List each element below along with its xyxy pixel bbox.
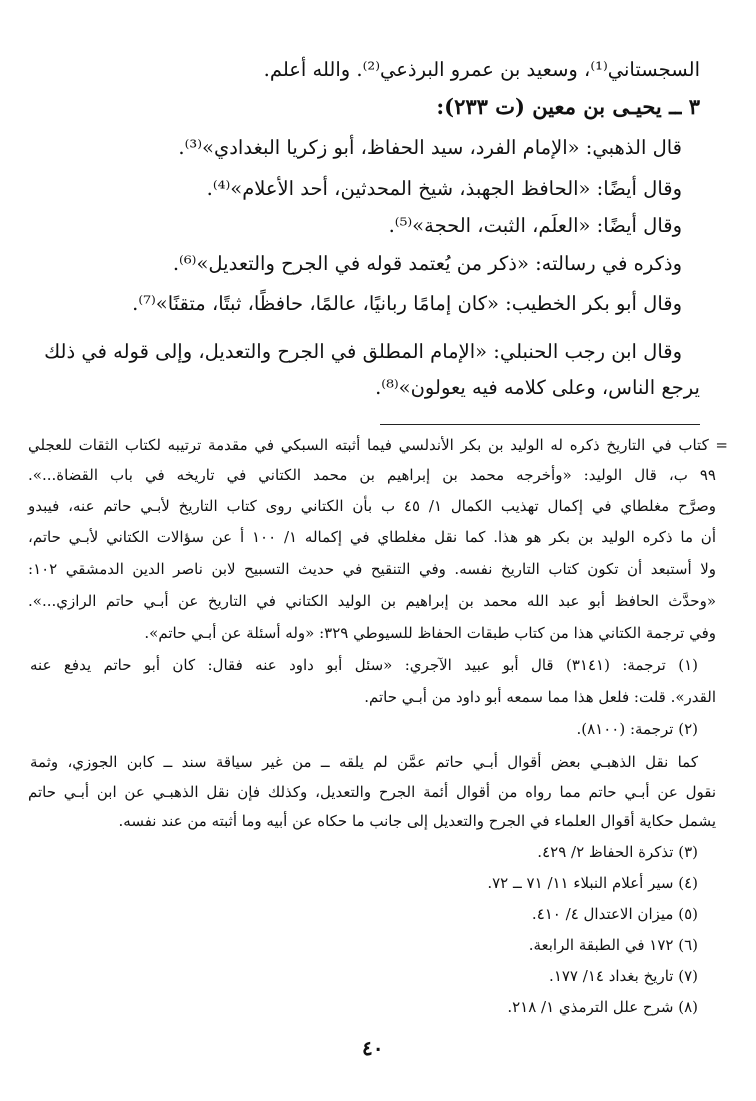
footnote-6: (٦) ١٧٢ في الطبقة الرابعة. [528, 936, 698, 954]
footnote-note: نقول عن أبـي حاتم مما رواه من أقوال أئمة الجرح والتعديل، وكذلك فإن نقل الذهبـي عن ابن أبـي حاتم [28, 783, 716, 801]
footnote-1-cont: القدر». قلت: فلعل هذا مما سمعه أبو داود من أبـي حاتم. [364, 688, 716, 706]
main-text-line: قال الذهبي: «الإمام الفرد، سيد الحفاظ، أبو زكريا البغدادي»⁽³⁾. [178, 136, 682, 159]
footnote-2: (٢) ترجمة: (٨١٠٠). [576, 720, 698, 738]
footnote-line: «وحدَّث الحافظ أبو عبد الله محمد بن إبراهيم بن الوليد الكتاني في التاريخ عن أبـي حاتم الرازي...». [28, 592, 716, 610]
main-text-line: وقال ابن رجب الحنبلي: «الإمام المطلق في الجرح والتعديل، وإلى قوله في ذلك [44, 340, 682, 363]
footnote-5: (٥) ميزان الاعتدال ٤/ ٤١٠. [531, 905, 698, 923]
footnote-8: (٨) شرح علل الترمذي ١/ ٢١٨. [507, 998, 698, 1016]
footnote-line: = كتاب في التاريخ ذكره له الوليد بن بكر الأندلسي فيما أثبته السبكي في مقدمة ترتيبه لكتاب الثقات للعجلي [28, 436, 728, 454]
footnote-line: وصرَّح مغلطاي في إكمال تهذيب الكمال ١/ ٤٥ ب بأن الكتاني روى كتاب التاريخ لأبـي حاتم عنه، فيبدو [28, 497, 716, 515]
footnote-note: كما نقل الذهبـي بعض أقوال أبـي حاتم عمَّن لم يلقه ــ من غير سياقة سند ــ كابن الجوزي، وثمة [30, 753, 698, 771]
footnote-line: ٩٩ ب، قال الوليد: «وأخرجه محمد بن إبراهيم بن محمد الكتاني في تاريخه في باب القضاة...». [28, 466, 716, 484]
main-text-line: وقال أيضًا: «الحافظ الجهبذ، شيخ المحدثين، أحد الأعلام»⁽⁴⁾. [206, 177, 682, 200]
section-heading: ٣ ــ يحيـى بن معين (ت ٢٣٣): [436, 94, 700, 119]
main-text-line: السجستاني⁽¹⁾، وسعيد بن عمرو البرذعي⁽²⁾. والله أعلم. [263, 58, 700, 81]
page-number: ٤٠ [362, 1036, 384, 1060]
footnote-7: (٧) تاريخ بغداد ١٤/ ١٧٧. [549, 967, 698, 985]
main-text-line: يرجع الناس، وعلى كلامه فيه يعولون»⁽⁸⁾. [375, 376, 700, 399]
footnote-separator [380, 424, 700, 425]
footnote-3: (٣) تذكرة الحفاظ ٢/ ٤٢٩. [537, 843, 698, 861]
footnote-1: (١) ترجمة: (٣١٤١) قال أبو عبيد الآجري: «سئل أبو داود عنه فقال: كان أبو حاتم يدفع عنه [30, 656, 698, 674]
footnote-line: أن ما ذكره الوليد بن بكر هو هذا. كما نقل مغلطاي في إكماله ١/ ١٠٠ أ عن سؤالات الكتاني لأبـي حاتم، [28, 528, 716, 546]
main-text-line: وذكره في رسالته: «ذكر من يُعتمد قوله في الجرح والتعديل»⁽⁶⁾. [172, 252, 682, 275]
footnote-4: (٤) سير أعلام النبلاء ١١/ ٧١ ــ ٧٢. [487, 874, 698, 892]
main-text-line: وقال أبو بكر الخطيب: «كان إمامًا ربانيًا، عالمًا، حافظًا، ثبتًا، متقنًا»⁽⁷⁾. [132, 292, 682, 315]
footnote-line: وفي ترجمة الكتاني هذا من كتاب طبقات الحفاظ للسيوطي ٣٢٩: «وله أسئلة عن أبـي حاتم». [144, 624, 716, 642]
footnote-line: ولا أستبعد أن تكون كتاب التاريخ نفسه. وفي التنقيح في حديث التسبيح لابن ناصر الدين الدمشقي ١٠٢: [28, 560, 716, 578]
footnote-note: يشمل حكاية أقوال العلماء في الجرح والتعديل إلى جانب ما حكاه عن أبيه وما أثبته من عند نفسه. [118, 812, 716, 830]
main-text-line: وقال أيضًا: «العلَم، الثبت، الحجة»⁽⁵⁾. [388, 214, 682, 237]
